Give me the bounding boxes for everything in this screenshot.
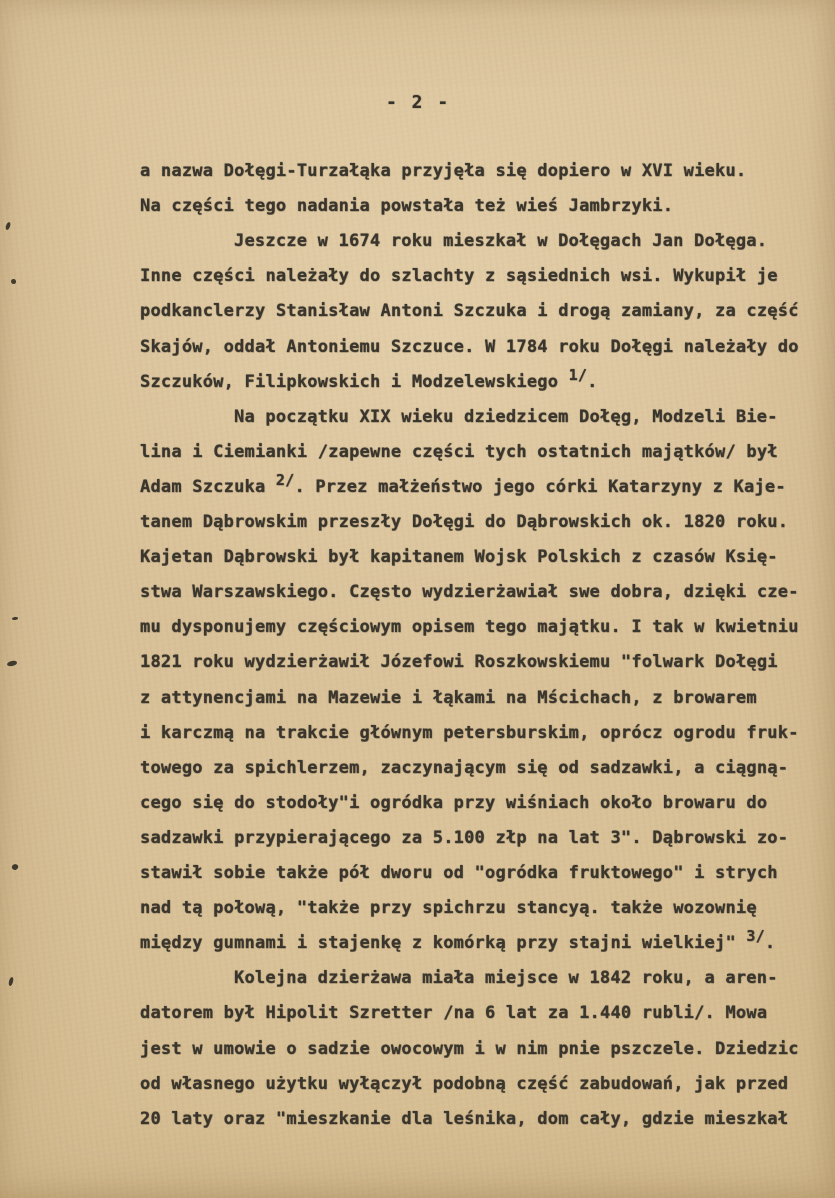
text-line [140,723,799,743]
text-segment: stawił sobie także pół dworu od "ogródka fruktowego" i strych [140,863,778,883]
text-line [234,231,767,251]
text-segment: mu dysponujemy częściowym opisem tego majątku. I tak w kwietniu [140,617,799,638]
text-segment: . Przez małżeństwo jego córki Katarzyny z Kaje- [294,476,786,497]
text-segment: . [587,371,598,392]
text-segment: nad tą połową, "także przy spichrzu stancyą. także wozownię [140,898,757,919]
page-number: - 2 - [386,92,451,113]
text-line [140,582,799,602]
text-line [140,793,767,813]
text-segment: tanem Dąbrowskim przeszły Dołęgi do Dąbrowskich ok. 1820 roku. [140,512,789,532]
text-segment: Skajów, oddał Antoniemu Szczuce. W 1784 roku Dołęgi należały do [140,336,799,357]
text-segment: Inne części należały do szlachty z sąsiednich wsi. Wykupił je [140,266,778,287]
ink-speck [7,660,18,667]
text-segment: 20 laty oraz "mieszkanie dla leśnika, dom cały, gdzie mieszkał [140,1108,789,1129]
text-line [140,758,788,778]
text-line [140,196,673,216]
text-segment: towego za spichlerzem, zaczynającym się od sadzawki, a ciągną- [140,757,789,778]
ink-speck [12,617,18,621]
text-segment: od własnego użytku wyłączył podobną część zabudowań, jak przed [140,1073,789,1094]
text-line [140,1003,767,1023]
footnote-marker: 3/ [746,927,765,946]
text-segment: Na części tego nadania powstała też wieś Jambrzyki. [140,196,674,217]
text-segment: z attynencjami na Mazewie i łąkami na Mścichach, z browarem [140,687,757,708]
text-line [234,407,778,427]
text-line [140,863,778,883]
text-segment: i karczmą na trakcie głównym petersburskim, oprócz ogrodu fruk- [140,722,799,743]
text-line [140,1039,799,1059]
text-line [140,365,598,392]
text-line [140,828,788,848]
text-segment: Jeszcze w 1674 roku mieszkał w Dołęgach Jan Dołęga. [234,231,768,252]
text-line [140,161,746,181]
footnote-marker: 2/ [275,470,295,489]
text-segment: cego się do stodoły"i ogródka przy wiśniach około browaru do [140,792,768,813]
text-segment: lina i Ciemianki /zapewne części tych ostatnich majątków/ był [140,441,778,462]
text-line [140,898,757,918]
text-segment: sadzawki przypierającego za 5.100 złp na lat 3". Dąbrowski zo- [140,827,789,848]
text-line [140,266,778,286]
ink-speck [5,222,12,231]
text-line [140,337,799,357]
text-segment: Kolejna dzierżawa miała miejsce w 1842 roku, a aren- [234,968,778,989]
text-line [234,968,778,988]
text-line [140,1074,788,1094]
text-line [140,442,778,462]
text-segment: Na początku XIX wieku dziedzicem Dołęg, Modzeli Bie- [234,406,778,427]
text-line [140,1109,788,1129]
text-line [140,652,778,672]
text-line [140,512,788,532]
text-line [140,547,778,567]
footnote-marker: 1/ [568,365,588,384]
text-segment: jest w umowie o sadzie owocowym i w nim pnie pszczele. Dziedzic [140,1038,799,1059]
text-segment: Adam Szczuka [140,476,276,497]
ink-speck [11,863,19,871]
text-segment: Szczuków, Filipkowskich i Modzelewskiego [140,371,569,392]
text-line [140,470,786,497]
text-segment: datorem był Hipolit Szretter /na 6 lat za 1.440 rubli/. Mowa [140,1003,768,1024]
text-segment: a nazwa Dołęgi-Turzałąka przyjęła się dopiero w XVI wieku. [140,161,747,181]
text-segment: podkanclerzy Stanisław Antoni Szczuka i drogą zamiany, za część [140,301,799,322]
text-segment: . [764,933,776,954]
text-line [140,688,757,708]
text-line [140,927,776,954]
text-line [140,301,799,321]
text-segment: między gumnami i stajenkę z komórką przy stajni wielkiej" [140,933,747,954]
text-segment: 1821 roku wydzierżawił Józefowi Roszkowskiemu "folwark Dołęgi [140,652,778,673]
text-line [140,617,799,637]
text-segment: Kajetan Dąbrowski był kapitanem Wojsk Polskich z czasów Księ- [140,547,778,568]
ink-speck [8,977,14,987]
ink-speck [11,279,16,284]
text-segment: stwa Warszawskiego. Często wydzierżawiał swe dobra, dzięki cze- [140,582,799,603]
